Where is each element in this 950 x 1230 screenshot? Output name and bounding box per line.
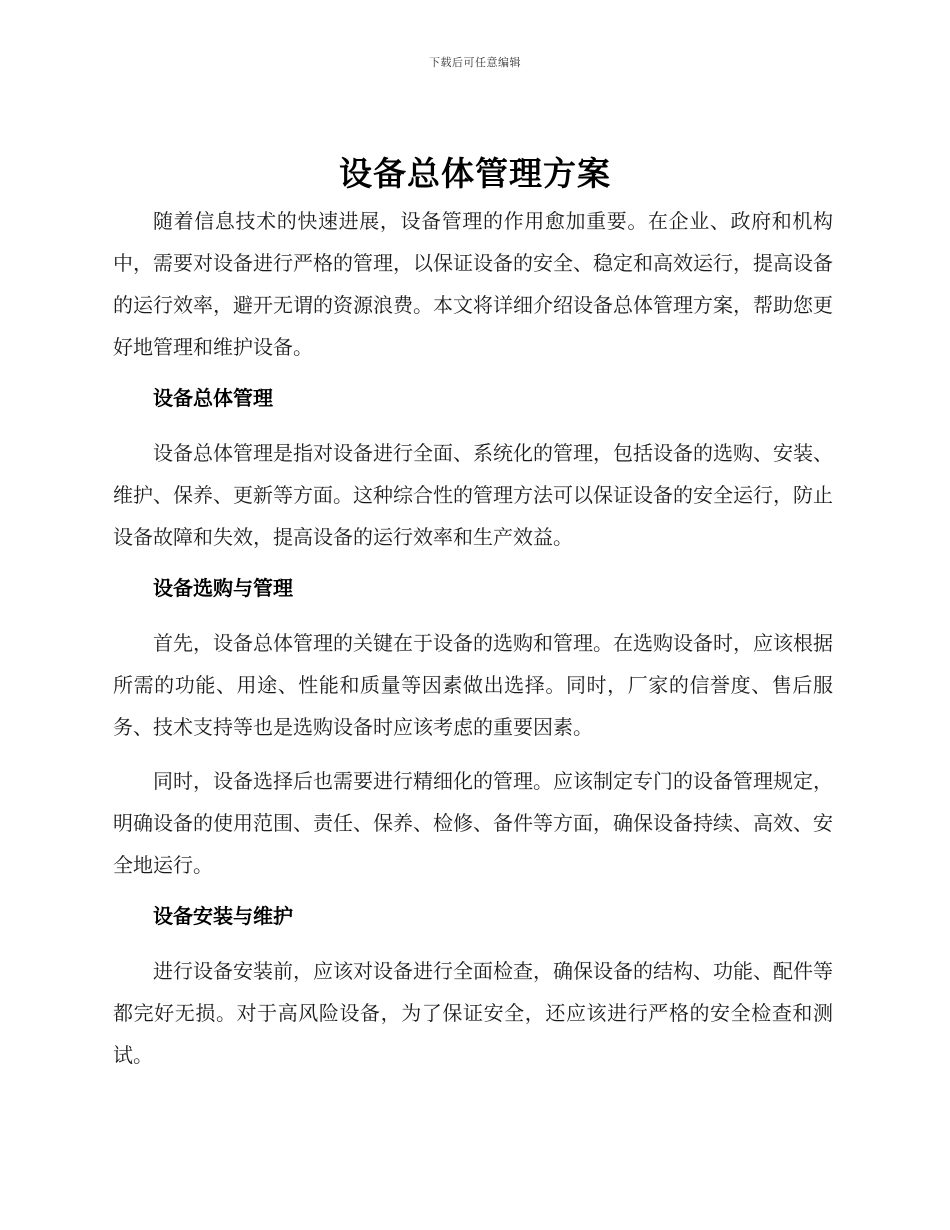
document-title: 设备总体管理方案 — [339, 154, 611, 193]
header-note: 下载后可任意编辑 — [429, 56, 521, 69]
section-paragraph: 设备总体管理是指对设备进行全面、系统化的管理，包括设备的选购、安装、维护、保养、更新等方面。这种综合性的管理方法可以保证设备的安全运行，防止设备故障和失效，提高设备的运行效率和生产效益。 — [113, 441, 833, 549]
section-heading-purchase-management: 设备选购与管理 — [153, 576, 293, 600]
section-paragraph: 进行设备安装前，应该对设备进行全面检查，确保设备的结构、功能、配件等都完好无损。对于高风险设备，为了保证安全，还应该进行严格的安全检查和测试。 — [113, 959, 833, 1067]
section-heading-install-maintenance: 设备安装与维护 — [153, 904, 293, 928]
section-heading-overall-management: 设备总体管理 — [153, 386, 273, 410]
section-paragraph: 同时，设备选择后也需要进行精细化的管理。应该制定专门的设备管理规定，明确设备的使用范围、责任、保养、检修、备件等方面，确保设备持续、高效、安全地运行。 — [113, 769, 833, 877]
intro-paragraph: 随着信息技术的快速进展，设备管理的作用愈加重要。在企业、政府和机构中，需要对设备进行严格的管理，以保证设备的安全、稳定和高效运行，提高设备的运行效率，避开无谓的资源浪费。本文将详细介绍设备总体管理方案，帮助您更好地管理和维护设备。 — [113, 209, 833, 359]
section-paragraph: 首先，设备总体管理的关键在于设备的选购和管理。在选购设备时，应该根据所需的功能、用途、性能和质量等因素做出选择。同时，厂家的信誉度、售后服务、技术支持等也是选购设备时应该考虑的重要因素。 — [113, 631, 833, 739]
document-body — [113, 200, 833, 1088]
